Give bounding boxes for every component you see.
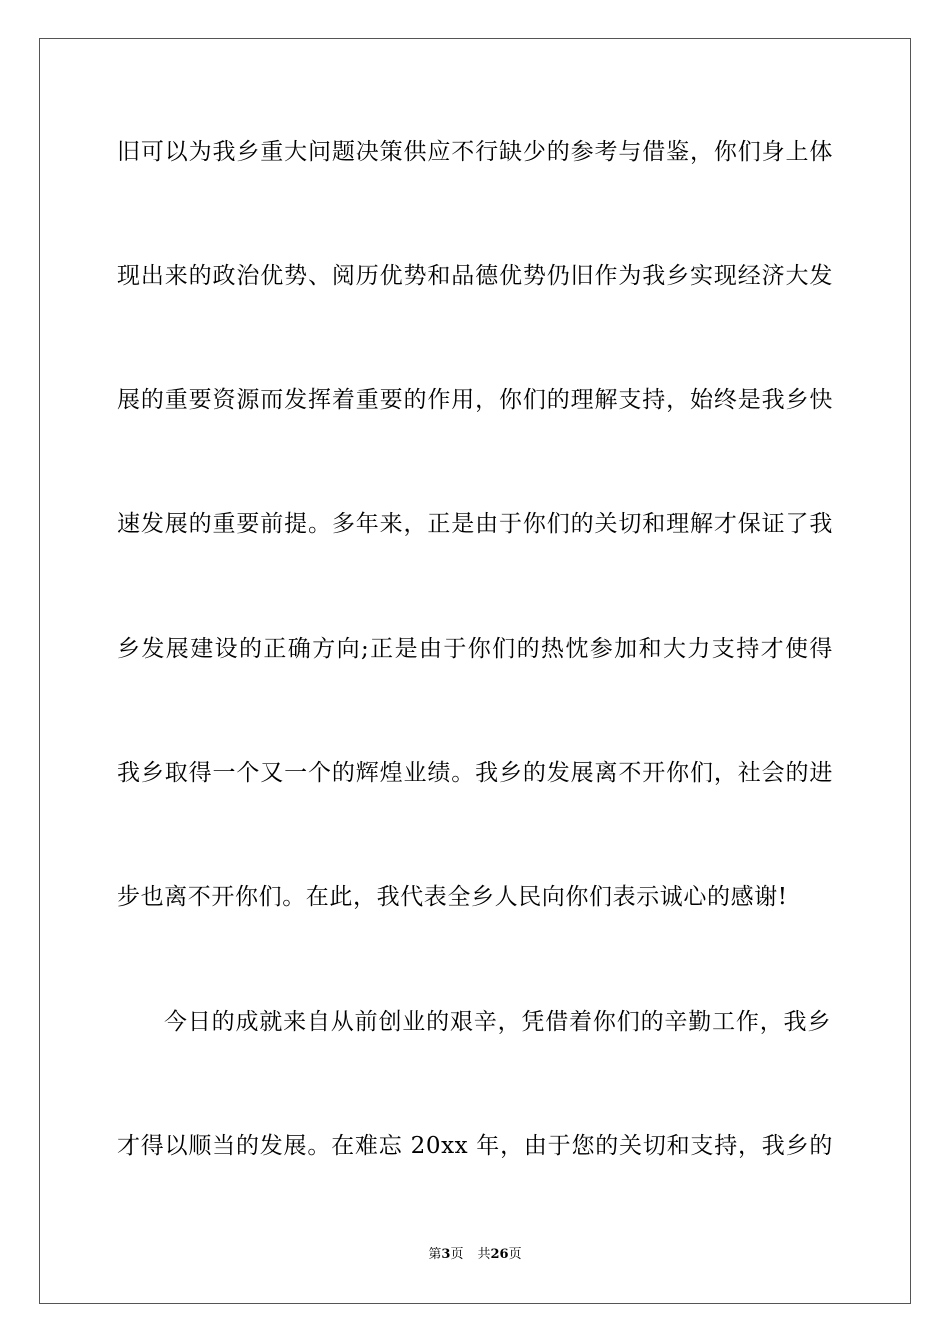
page-footer	[0, 1246, 950, 1264]
page-number: 3	[441, 1247, 451, 1262]
body-line-9: 才得以顺当的发展。在难忘 20xx 年，由于您的关切和支持，我乡的	[117, 1133, 833, 1159]
body-line-3: 展的重要资源而发挥着重要的作用，你们的理解支持，始终是我乡快	[117, 387, 833, 413]
body-line-1: 旧可以为我乡重大问题决策供应不行缺少的参考与借鉴，你们身上体	[117, 139, 833, 165]
body-line-6: 我乡取得一个又一个的辉煌业绩。我乡的发展离不开你们，社会的进	[117, 760, 833, 786]
body-line-2: 现出来的政治优势、阅历优势和品德优势仍旧作为我乡实现经济大发	[117, 263, 833, 289]
body-line-4: 速发展的重要前提。多年来，正是由于你们的关切和理解才保证了我	[117, 511, 833, 537]
total-pages: 26	[490, 1247, 509, 1262]
total-prefix: 共	[477, 1247, 491, 1262]
body-line-5: 乡发展建设的正确方向;正是由于你们的热忱参加和大力支持才使得	[117, 636, 833, 662]
body-line-8: 今日的成就来自从前创业的艰辛，凭借着你们的辛勤工作，我乡	[164, 1009, 831, 1035]
body-line-7: 步也离不开你们。在此，我代表全乡人民向你们表示诚心的感谢!	[117, 884, 788, 910]
page-prefix: 第	[428, 1247, 442, 1262]
total-suffix: 页	[508, 1247, 522, 1262]
page-border	[39, 38, 911, 1304]
page-suffix: 页	[450, 1247, 464, 1262]
